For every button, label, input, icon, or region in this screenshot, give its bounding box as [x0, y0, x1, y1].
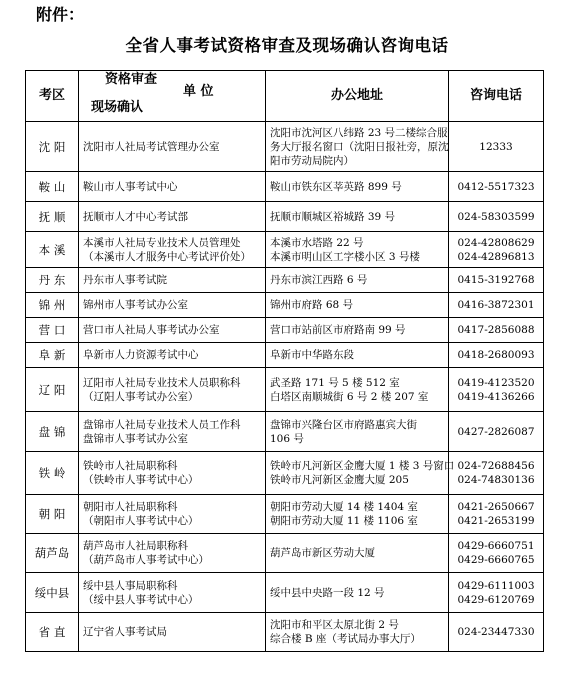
cell-address: [266, 268, 449, 293]
table-row: [26, 412, 544, 452]
cell-unit-line: 丹东市人事考试院: [83, 274, 167, 286]
table-row: [26, 534, 544, 573]
cell-unit: [79, 318, 266, 343]
header-unit-line1: 资格审查: [105, 72, 158, 87]
cell-unit-line: （本溪市人才服务中心考试评价处）: [83, 250, 251, 263]
cell-phone-line: 0421-2650667: [457, 501, 535, 513]
cell-address: [266, 573, 449, 613]
table-row: [26, 613, 544, 652]
cell-area: 朝 阳: [26, 495, 79, 534]
contact-table: [25, 70, 544, 652]
cell-address: [266, 534, 449, 573]
cell-phone: [449, 232, 544, 268]
cell-area: 盘 锦: [26, 412, 79, 452]
cell-phone-line: 0429-6660765: [457, 554, 535, 566]
cell-address-line: 阜新市中华路东段: [270, 349, 354, 361]
cell-address-line: 沈阳市沈河区八纬路 23 号二楼综合服: [270, 126, 448, 139]
cell-address: [266, 452, 455, 495]
cell-unit-line: 锦州市人事考试办公室: [83, 299, 188, 311]
cell-phone: [449, 573, 544, 613]
cell-address-line: 朝阳市劳动大厦 14 楼 1404 室: [270, 501, 418, 513]
cell-address: [266, 232, 449, 268]
table-row: [26, 172, 544, 202]
table-row: [26, 368, 544, 412]
page-title: 全省人事考试资格审查及现场确认咨询电话: [125, 36, 449, 55]
cell-area: 铁 岭: [26, 452, 79, 495]
cell-phone: [449, 172, 544, 202]
cell-area: 葫芦岛: [26, 534, 79, 573]
table-row: [26, 495, 544, 534]
cell-phone: [449, 412, 544, 452]
cell-area: 丹 东: [26, 268, 79, 293]
cell-phone: [449, 343, 544, 368]
cell-phone-line: 0418-2680093: [457, 349, 535, 361]
cell-unit-line: 铁岭市人社局职称科: [83, 460, 178, 472]
cell-unit: [79, 232, 266, 268]
cell-area: 省 直: [26, 613, 79, 652]
cell-phone: [449, 293, 544, 318]
cell-address-line: 本溪市明山区工字楼小区 3 号楼: [270, 250, 420, 263]
cell-phone-line: 0412-5517323: [457, 180, 535, 193]
cell-phone: [449, 122, 544, 172]
cell-phone-line: 12333: [479, 140, 513, 153]
cell-unit-line: 本溪市人社局专业技术人员管理处: [83, 236, 241, 249]
cell-address-line: 朝阳市劳动大厦 11 楼 1106 室: [270, 515, 418, 527]
cell-area: 锦 州: [26, 293, 79, 318]
cell-unit: [79, 368, 266, 412]
cell-phone-line: 024-58303599: [457, 210, 535, 223]
cell-unit-line: 盘锦市人社局专业技术人员工作科: [83, 418, 241, 431]
header-unit-line3: 现场确认: [91, 100, 144, 115]
cell-phone: [449, 368, 544, 412]
cell-address-line: 沈阳市和平区太原北街 2 号: [270, 619, 399, 631]
cell-address: [266, 202, 449, 232]
cell-address-line: 武圣路 171 号 5 楼 512 室: [270, 376, 400, 389]
cell-unit-line: 葫芦岛市人社局职称科: [83, 540, 188, 552]
cell-address-line: 抚顺市顺城区裕城路 39 号: [270, 210, 396, 223]
cell-unit: [79, 172, 266, 202]
cell-address-line: 阳市劳动局院内）: [270, 154, 354, 167]
cell-unit: [79, 534, 266, 573]
cell-address: [266, 293, 449, 318]
cell-address: [266, 343, 449, 368]
cell-phone-line: 0419-4136266: [457, 390, 535, 403]
cell-phone-line: 0429-6660751: [457, 540, 535, 552]
header-unit-line2: 单 位: [183, 84, 214, 99]
cell-address-line: 务大厅报名窗口（沈阳日报社旁，原沈: [270, 140, 449, 153]
table-row: [26, 452, 544, 495]
cell-unit: [79, 293, 266, 318]
cell-address-line: 白塔区南顺城街 6 号 2 楼 207 室: [270, 390, 429, 403]
header-area: 考区: [26, 71, 79, 122]
cell-unit-line: 盘锦市人事考试办公室: [83, 432, 188, 445]
cell-unit: [79, 452, 266, 495]
cell-unit-line: （绥中县人事考试中心）: [83, 593, 199, 606]
cell-phone-line: 0419-4123520: [457, 376, 535, 389]
cell-area: 绥中县: [26, 573, 79, 613]
cell-phone: [449, 268, 544, 293]
table-row: [26, 573, 544, 613]
cell-area: 辽 阳: [26, 368, 79, 412]
cell-unit-line: 朝阳市人社局职称科: [83, 501, 178, 513]
cell-unit-line: 营口市人社局人事考试办公室: [83, 324, 220, 336]
cell-unit-line: （辽阳人事考试办公室）: [83, 390, 199, 403]
cell-address: [266, 368, 449, 412]
cell-unit-line: 辽宁省人事考试局: [83, 626, 167, 638]
cell-address: [266, 412, 449, 452]
cell-unit-line: 沈阳市人社局考试管理办公室: [83, 140, 220, 153]
table-row: [26, 122, 544, 172]
cell-unit-line: （铁岭市人事考试中心）: [83, 474, 199, 486]
cell-phone-line: 0417-2856088: [457, 324, 535, 336]
cell-phone-line: 0429-6120769: [457, 593, 535, 606]
cell-address-line: 鞍山市铁东区莘英路 899 号: [270, 180, 402, 193]
cell-address-line: 营口市站前区市府路南 99 号: [270, 324, 406, 336]
table-row: [26, 343, 544, 368]
cell-area: 抚 顺: [26, 202, 79, 232]
cell-unit: [79, 268, 266, 293]
cell-phone-line: 024-23447330: [457, 626, 535, 638]
cell-address-line: 综合楼 B 座（考试局办事大厅）: [270, 633, 421, 645]
cell-address-line: 绥中县中央路一段 12 号: [270, 586, 385, 599]
header-address: 办公地址: [266, 71, 449, 122]
cell-unit: [79, 495, 266, 534]
cell-unit-line: （葫芦岛市人事考试中心）: [83, 554, 209, 566]
cell-address-line: 盘锦市兴隆台区市府路惠宾大街: [270, 418, 417, 431]
attachment-label: 附件：: [36, 5, 85, 24]
cell-phone-line: 024-72688456: [457, 460, 535, 472]
cell-phone: [449, 202, 544, 232]
cell-address-line: 106 号: [270, 432, 304, 445]
cell-address: [266, 495, 449, 534]
cell-address: [266, 318, 449, 343]
cell-phone-line: 024-74830136: [457, 474, 535, 486]
header-unit: [79, 71, 266, 122]
cell-unit-line: 抚顺市人才中心考试部: [83, 210, 188, 223]
table-header-row: [26, 71, 544, 122]
table-row: [26, 232, 544, 268]
cell-unit-line: 阜新市人力资源考试中心: [83, 349, 199, 361]
cell-phone-line: 024-42896813: [457, 250, 535, 263]
cell-address-line: 铁岭市凡河新区金鹰大厦 1 楼 3 号窗口: [270, 460, 455, 472]
cell-area: 营 口: [26, 318, 79, 343]
cell-address-line: 本溪市水塔路 22 号: [270, 236, 364, 249]
cell-unit-line: 鞍山市人事考试中心: [83, 180, 178, 193]
cell-address-line: 铁岭市凡河新区金鹰大厦 205: [270, 474, 409, 486]
header-phone: 咨询电话: [449, 71, 544, 122]
cell-phone: [449, 495, 544, 534]
cell-phone-line: 024-42808629: [457, 236, 535, 249]
table-row: [26, 318, 544, 343]
cell-unit: [79, 202, 266, 232]
cell-address: [266, 613, 449, 652]
cell-area: 鞍 山: [26, 172, 79, 202]
cell-address-line: 丹东市滨江西路 6 号: [270, 274, 368, 286]
cell-address: [266, 172, 449, 202]
cell-unit: [79, 573, 266, 613]
cell-area: 沈 阳: [26, 122, 79, 172]
table-row: [26, 268, 544, 293]
cell-phone-line: 0416-3872301: [457, 299, 535, 311]
cell-unit: [79, 122, 266, 172]
cell-phone-line: 0415-3192768: [457, 274, 535, 286]
cell-unit: [79, 412, 266, 452]
cell-phone: [449, 613, 544, 652]
cell-unit-line: （朝阳市人事考试中心）: [83, 515, 199, 527]
cell-phone-line: 0429-6111003: [457, 579, 535, 592]
cell-address-line: 葫芦岛市新区劳动大厦: [270, 547, 375, 559]
cell-area: 本 溪: [26, 232, 79, 268]
cell-address-line: 锦州市府路 68 号: [270, 299, 354, 311]
cell-unit: [79, 343, 266, 368]
cell-phone-line: 0427-2826087: [457, 425, 535, 438]
cell-phone: [449, 452, 544, 495]
cell-phone-line: 0421-2653199: [457, 515, 535, 527]
cell-unit: [79, 613, 266, 652]
cell-unit-line: 辽阳市人社局专业技术人员职称科: [83, 376, 241, 389]
cell-phone: [449, 318, 544, 343]
cell-area: 阜 新: [26, 343, 79, 368]
table-row: [26, 293, 544, 318]
cell-address: [266, 122, 449, 172]
cell-unit-line: 绥中县人事局职称科: [83, 579, 178, 592]
cell-phone: [449, 534, 544, 573]
table-row: [26, 202, 544, 232]
